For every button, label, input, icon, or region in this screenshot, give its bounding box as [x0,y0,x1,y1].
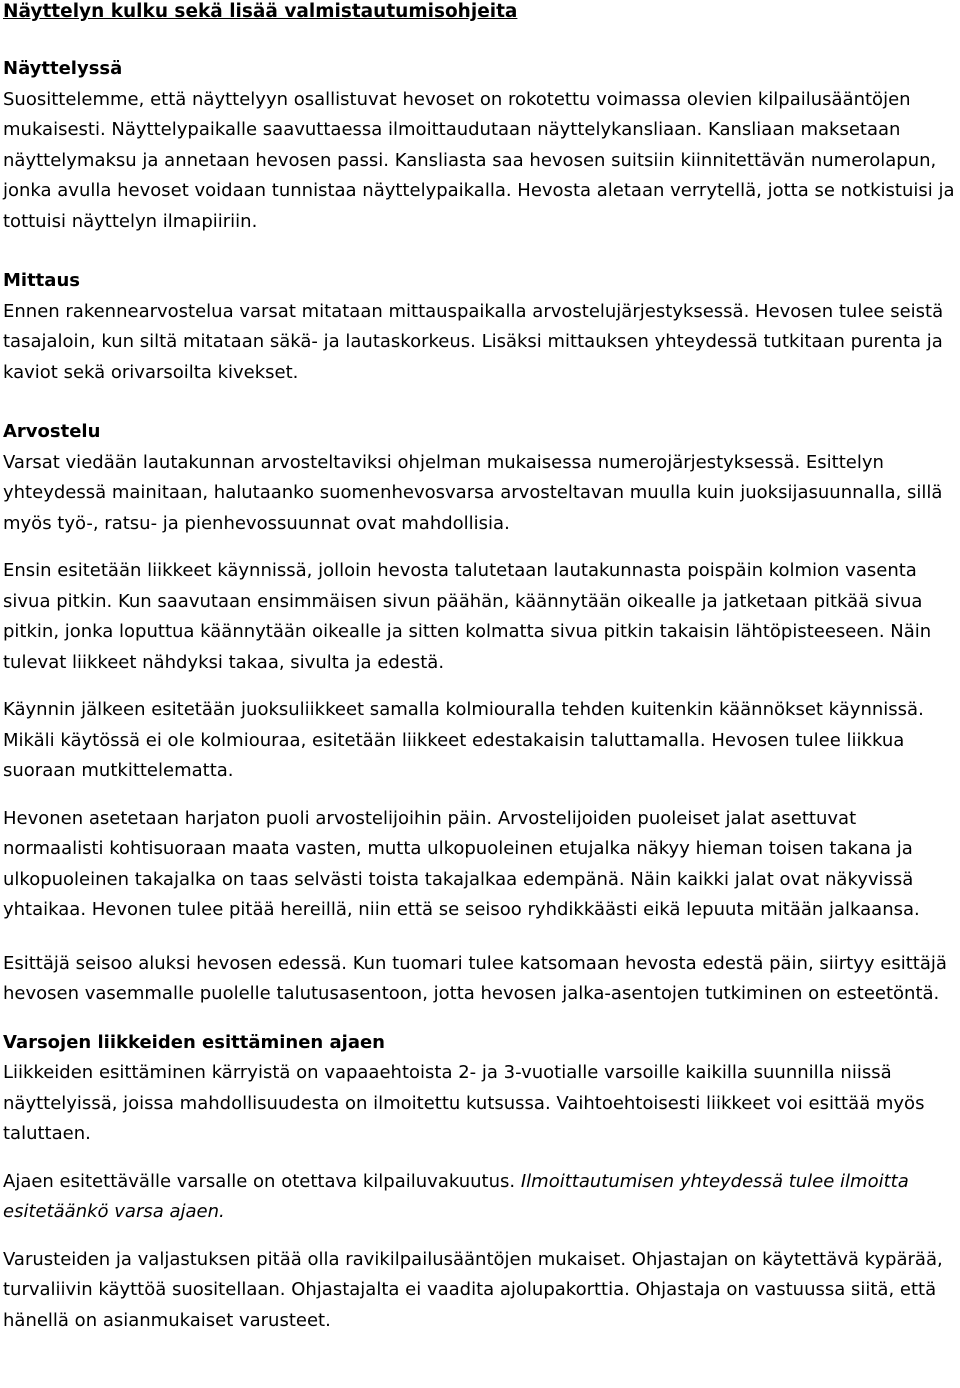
paragraph: Ennen rakennearvostelua varsat mitataan mittauspaikalla arvostelujärjestyksessä. Hevosen tulee seistä tasajaloin, kun siltä mitataan säkä- ja lautaskorkeus. Lisäksi mittauksen yhteydessä tutkitaan purenta ja kaviot sekä orivarsoilta kivekset. [3,300,944,383]
paragraph: Esittäjä seisoo aluksi hevosen edessä. Kun tuomari tulee katsomaan hevosta edestä päin, siirtyy esittäjä hevosen vasemmalle puolelle talutusasentoon, jotta hevosen jalka-asentojen tutkiminen on esteetöntä. [3,952,947,1004]
paragraph: Liikkeiden esittäminen kärryistä on vapaaehtoista 2- ja 3-vuotialle varsoille kaikilla suunnilla niissä näyttelyissä, joissa mahdollisuudesta on ilmoitettu kutsussa. Vaihtoehtoisesti liikkeet voi esittää myös taluttaen. [3,1062,925,1144]
document-title: Näyttelyn kulku sekä lisää valmistautumisohjeita [3,1,518,22]
paragraph: Ensin esitetään liikkeet käynnissä, jolloin hevosta talutetaan lautakunnasta poispäin kolmion vasenta sivua pitkin. Kun saavutaan ensimmäisen sivun päähän, käännytään oikealle ja jatketaan pitkää sivua pitkin, jonka loputtua käännytään oikealle ja sitten kolmatta sivua pitkin takaisin lähtöpisteeseen. Näin tulevat liikkeet nähdyksi takaa, sivulta ja edestä. [3,560,932,673]
section-heading: Näyttelyssä [3,58,123,79]
paragraph: Suosittelemme, että näyttelyyn osallistuvat hevoset on rokotettu voimassa olevien kilpailusääntöjen mukaisesti. Näyttelypaikalle saavuttaessa ilmoittaudutaan näyttelykansliaan. Kansliaan maksetaan näyttelymaksu ja annetaan hevosen passi. Kansliasta saa hevosen suitsiin kiinnitettävän numerolapun, jonka avulla hevoset voidaan tunnistaa näyttelypaikalla. Hevosta aletaan verrytellä, jotta se notkistuisi ja tottuisi näyttelyn ilmapiiriin. [3,88,955,232]
paragraph: Varsat viedään lautakunnan arvosteltaviksi ohjelman mukaisessa numerojärjestyksessä. Esittelyn yhteydessä mainitaan, halutaanko suomenhevosvarsa arvosteltavan muulla kuin juoksijasuunnalla, sillä myös työ-, ratsu- ja pienhevossuunnat ovat mahdollisia. [3,451,943,534]
section-heading: Varsojen liikkeiden esittäminen ajaen [3,1031,385,1053]
paragraph: Hevonen asetetaan harjaton puoli arvostelijoihin päin. Arvostelijoiden puoleiset jalat asettuvat normaalisti kohtisuoraan maata vasten, mutta ulkopuoleinen etujalka näkyy hieman toisen takana ja ulkopuoleinen takajalka on taas selvästi toista takajalkaa edempänä. Näin kaikki jalat ovat näkyvissä yhtaikaa. Hevonen tulee pitää hereillä, niin että se seisoo ryhdikkäästi eikä lepuuta mitään jalkaansa. [3,807,920,920]
section-heading: Arvostelu [3,421,101,442]
section-heading: Mittaus [3,270,80,291]
section-mittaus [3,266,956,388]
section-varsojen-liikkeet [3,1028,956,1337]
paragraph: Käynnin jälkeen esitetään juoksuliikkeet samalla kolmiouralla tehden kuitenkin käännökset käynnissä. Mikäli käytössä ei ole kolmiouraa, esitetään liikkeet edestakaisin taluttamalla. Hevosen tulee liikkua suoraan mutkittelematta. [3,699,924,781]
paragraph-text: Ajaen esitettävälle varsalle on otettava kilpailuvakuutus. [3,1170,521,1192]
paragraph [3,1167,956,1228]
section-arvostelu [3,417,956,1010]
section-nayttelyssa [3,54,956,237]
paragraph-italic-note: Ilmoittautumisen yhteydessä tulee ilmoitta esitetäänkö varsa ajaen. [3,1170,909,1222]
paragraph: Varusteiden ja valjastuksen pitää olla ravikilpailusääntöjen mukaiset. Ohjastajan on käytettävä kypärää, turvaliivin käyttöä suositellaan. Ohjastajalta ei vaadita ajolupakorttia. Ohjastaja on vastuussa siitä, että hänellä on asianmukaiset varusteet. [3,1248,943,1331]
